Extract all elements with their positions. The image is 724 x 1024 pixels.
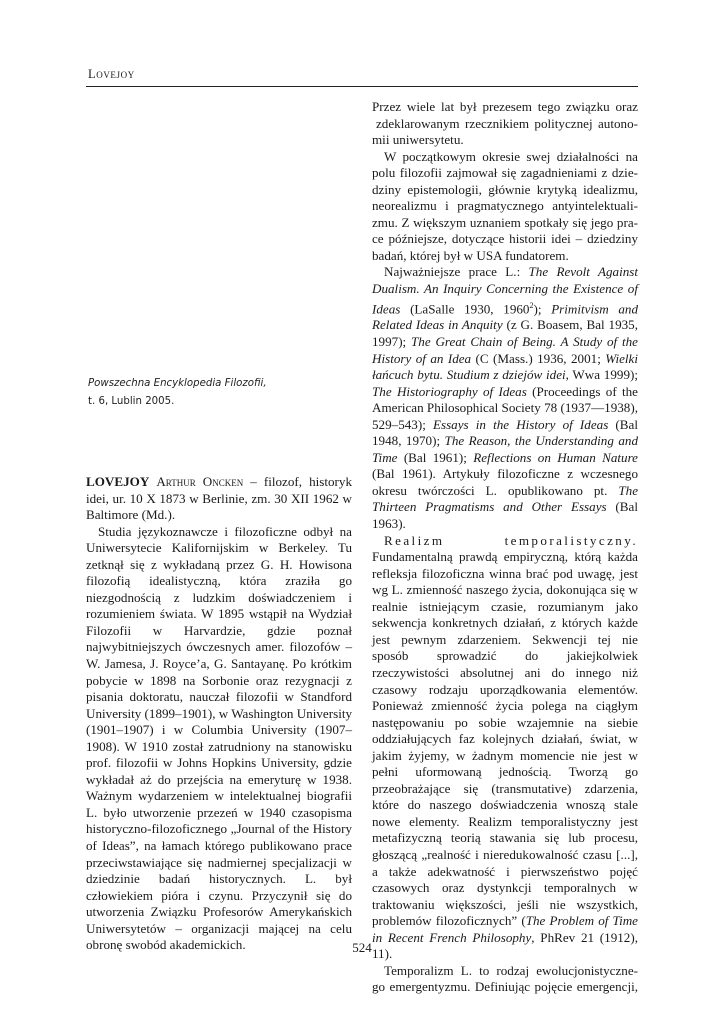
work-title: Primitvism and Related Ideas in Anquity	[372, 300, 638, 333]
text-line: dziny epistemologii, głównie krytyką idealizmu,	[372, 181, 638, 197]
text-run: (Bal 1961);	[397, 449, 474, 465]
text-line: ce późniejsze, dotyczące historii idei – dziedziny	[372, 231, 638, 247]
header-rule	[86, 86, 638, 87]
source-note	[88, 375, 267, 411]
text-line: Temporalizm L. to rodzaj ewolucjonistyczne-	[384, 962, 638, 978]
text-run: );	[533, 300, 552, 316]
text-line: mii uniwersytetu.	[372, 132, 464, 148]
paragraph-biography: Studia językoznawcze i filozoficzne odbył na Uniwersytecie Kalifornijskim w Berkeley. Tu zetknął się z wykładaną przez G. H. Howisona filozofią idealistyczną, która zraziła go niezgodnością z ludzkim doświadczeniem i rozumieniem świata. W 1895 wstąpił na Wydział Filozofii w Harvardzie, gdzie poznał najwybitniejszych ówczesnych amer. filozofów – W. Jamesa, J. Royce’a, G. Santayanę. Po krótkim pobycie w 1898 na Sorbonie oraz rezygnacji z pisania doktoratu, nauczał filozofii w Standford University (1899–1901), w Washington University (1901–1907) i w Columbia University (1907–1908). W 1910 został zatrudniony na stanowisku prof. filozofii w Johns Hopkins University, gdzie wykładał aż do przejścia na emeryturę w 1938. Ważnym wydarzeniem w intelektualnej biografii L. było utworzenie przezeń w 1940 czasopisma historyczno-filozoficznego „Journal of the History of Ideas”, na łamach którego publikowano prace przeciwstawiające się nadmiernej specjalizacji w dziedzinie badań historycznych. L. był człowiekiem pióra i czynu. Przyczynił się do utworzenia Związku Profesorów Amerykańskich Uniwersytetów – organizacji mającej na celu obronę swobód akademickich.	[86, 523, 353, 953]
page-number: 524	[352, 940, 372, 955]
work-title: The Revolt Against Dualism. An Inquiry Concerning the Existence of Ideas	[372, 264, 638, 316]
entry-heading-paragraph	[86, 474, 352, 524]
text-run: Fundamentalną prawdą empiryczną, którą każda refleksja filozoficzna winna brać pod uwagę, jest wg L. zmienność naszego życia, dokonująca się w realnie istniejącym czasie, rozumianym jako sekwencja konkretnych działań, z których każde jest pewnym zdarzeniem. Sekwencji tej nie sposób sprowadzić do jakiejkolwiek rzeczywistości absolutnej ani do innego niż czasowy rodzaju uporządkowania elementów. Ponieważ zmienność życia polega na ciągłym następowaniu po sobie wzajemnie na siebie oddziałujących faz kolejnych działań, świat, w jakim żyjemy, w żadnym momencie nie jest w pełni uformowaną jednością. Tworzą go przeobrażające się (transmutative) zdarzenia, które do naszego doświadczenia wnoszą stale nowe elementy. Realizm temporalistyczny jest metafizyczną teorią stawania się lub procesu, głoszącą „realność i nieredukowalność czasu [...], a także adekwatność i pierwszeństwo pojęć czasowych oraz dystynkcji temporalnych w traktowaniu większości, jeśli nie wszystkich, problemów filozoficznych” (	[372, 549, 638, 929]
text-run: , PhRev 21 (1912), 11).	[372, 929, 638, 962]
text-line: Przez wiele lat był prezesem tego związku oraz	[372, 99, 638, 114]
text-line: W początkowym okresie swej działalności na	[384, 148, 638, 164]
left-column	[86, 474, 352, 954]
work-title: The Historiography of Ideas	[372, 383, 527, 399]
source-title: Powszechna Encyklopedia Filozofii,	[88, 378, 267, 389]
work-title: The Problem of Time in Recent French Philosophy	[372, 913, 638, 945]
paragraph-early-work	[372, 149, 638, 265]
work-title: Reflections on Human Nature	[473, 449, 638, 465]
running-head: Lovejoy	[88, 67, 135, 81]
text-line: zdeklarowanym rzecznikiem politycznej autono-	[376, 115, 638, 131]
source-details: t. 6, Lublin 2005.	[88, 396, 175, 407]
entry-headword: LOVEJOY	[86, 474, 150, 489]
text-run: (C (Mass.) 1936, 2001;	[471, 350, 606, 366]
text-run: Najważniejsze prace L.:	[384, 264, 529, 280]
work-title: Essays in the History of Ideas	[432, 416, 609, 432]
work-title: The Thirteen Pragmatisms and Other Essays	[372, 482, 638, 515]
entry-intro: – filozof, historyk idei, ur. 10 X 1873 w Berlinie, zm. 30 XII 1962 w Baltimore (Md.).	[86, 474, 352, 523]
text-line: polu filozofii zajmował się zagadnieniami z dzie-	[372, 165, 638, 181]
text-run: (Bal 1948, 1970);	[372, 416, 638, 449]
text-line: zmu. Z większym uznaniem spotkały się jego pra-	[372, 214, 638, 230]
paragraph-major-works	[372, 264, 638, 532]
text-line: go emergentyzmu. Definiując pojęcie emergencji,	[372, 979, 638, 995]
work-title: The Great Chain of Being. A Study of the History of an Idea	[372, 334, 638, 366]
text-line: neorealizmu i pragmatycznego antyintelektuali-	[372, 198, 638, 214]
superscript: 2	[529, 300, 534, 310]
section-lead: Realizm temporalistyczny.	[384, 532, 638, 548]
text-run: (Proceedings of the American Philosophical Society 78 (1937––1938), 529–543);	[372, 383, 638, 432]
paragraph-continuation	[372, 99, 638, 149]
entry-given-names: Arthur Oncken	[156, 474, 244, 489]
text-run: Wwa 1999);	[568, 367, 638, 383]
text-run: (z G. Boasem, Bal 1935, 1997);	[372, 317, 638, 350]
paragraph-emergentism	[372, 963, 638, 996]
work-title: The Reason, the Understanding and Time	[372, 433, 638, 465]
text-run: (Bal 1963).	[372, 499, 638, 532]
text-run: (LaSalle 1930, 1960	[400, 300, 530, 316]
paragraph-temporal-realism	[372, 533, 638, 963]
text-run: (Bal 1961). Artykuły filozoficzne z wczesnego okresu twórczości L. opublikowano pt.	[372, 466, 638, 498]
right-column	[372, 99, 638, 996]
text-line: badań, której był w USA fundatorem.	[372, 247, 569, 263]
work-title: Wielki łańcuch bytu. Studium z dziejów idei,	[372, 350, 638, 383]
